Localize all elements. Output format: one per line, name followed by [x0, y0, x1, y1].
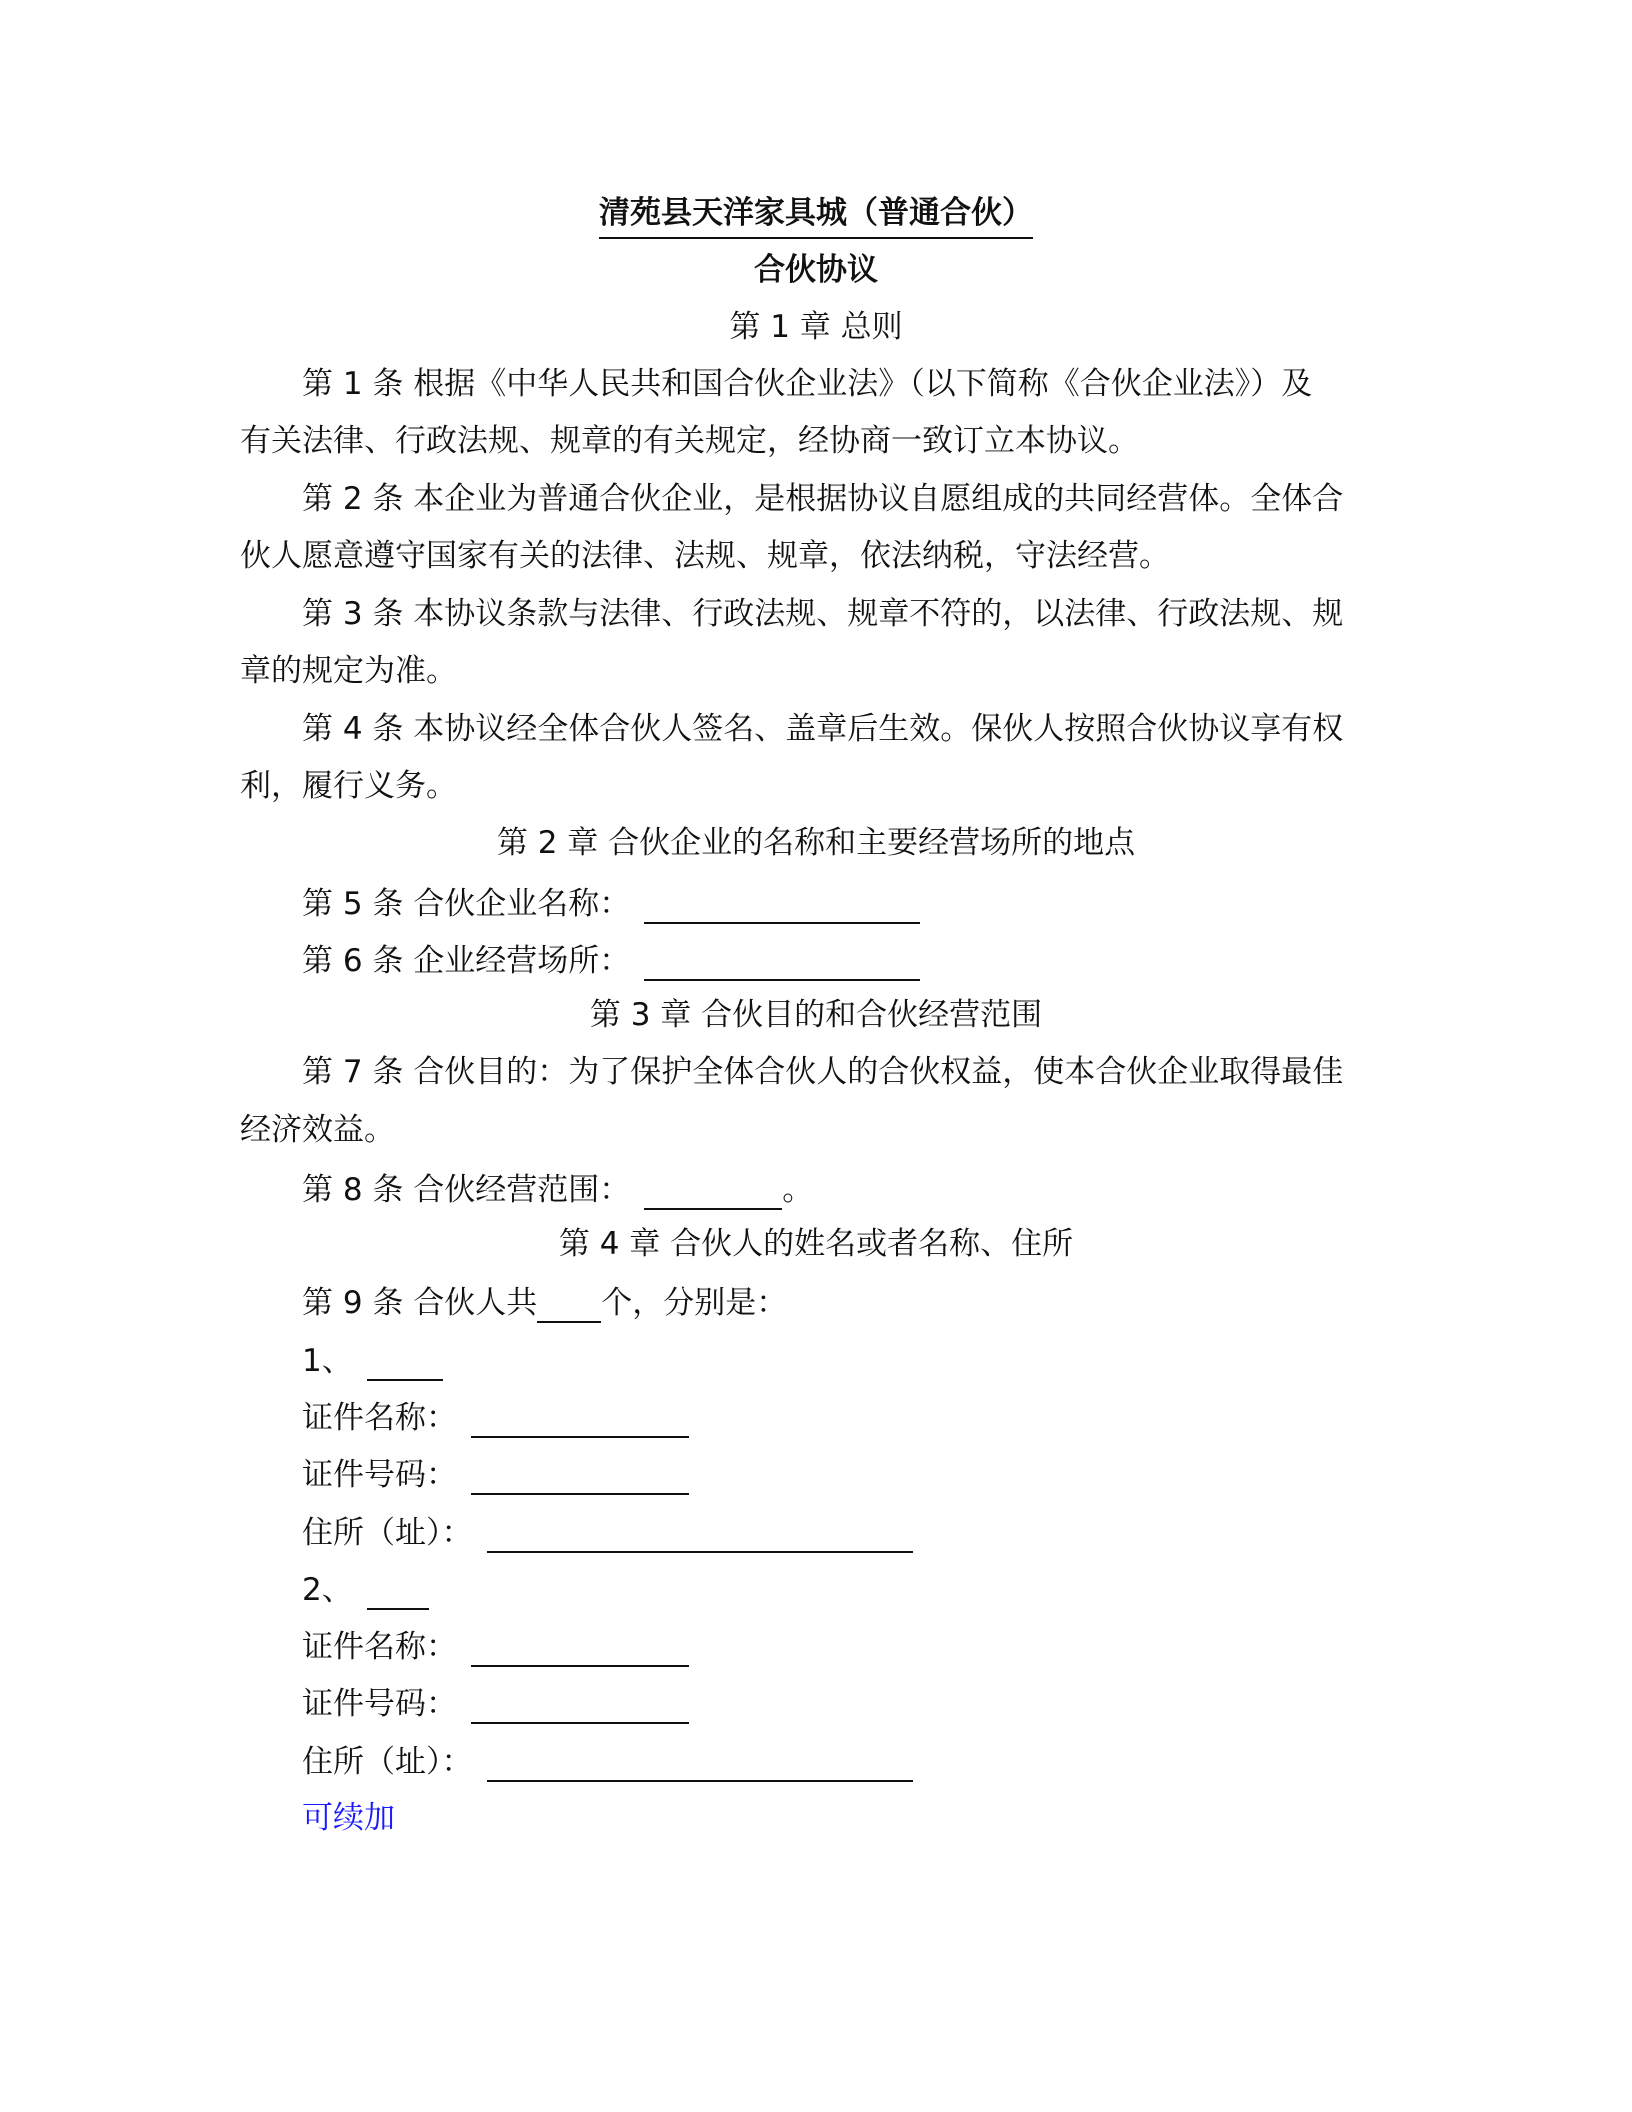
partner-1-number: 1、 — [302, 1343, 353, 1379]
article-7-line-1: 第 7 条 合伙目的：为了保护全体合伙人的合伙权益，使本合伙企业取得最佳 — [302, 1054, 1344, 1090]
chapter-4-heading: 第 4 章 合伙人的姓名或者名称、住所 — [558, 1226, 1074, 1262]
document-subtitle: 合伙协议 — [754, 252, 878, 288]
id-number-label: 证件号码： — [302, 1686, 457, 1722]
article-1-line-1: 第 1 条 根据《中华人民共和国合伙企业法》（以下简称《合伙企业法》）及 — [302, 366, 1313, 402]
article-7-line-2: 经济效益。 — [240, 1112, 395, 1148]
document-title: 清苑县天洋家具城（普通合伙） — [599, 195, 1033, 239]
company-name-blank[interactable] — [644, 888, 920, 924]
partner-1-id-number-row — [302, 1455, 689, 1495]
chapter-1-heading: 第 1 章 总则 — [729, 309, 903, 345]
article-8-end: 。 — [782, 1172, 814, 1208]
article-9-row — [302, 1283, 787, 1323]
id-number-label: 证件号码： — [302, 1457, 457, 1493]
partner-2-address-row — [302, 1742, 913, 1782]
article-1-line-2: 有关法律、行政法规、规章的有关规定，经协商一致订立本协议。 — [240, 423, 1139, 459]
chapter-2-heading: 第 2 章 合伙企业的名称和主要经营场所的地点 — [496, 825, 1136, 861]
partner-1-id-name-row — [302, 1398, 689, 1438]
chapter-3-heading: 第 3 章 合伙目的和合伙经营范围 — [589, 997, 1043, 1033]
partner-1-row — [302, 1341, 443, 1381]
id-name-label: 证件名称： — [302, 1400, 457, 1436]
article-4-line-2: 利，履行义务。 — [240, 768, 457, 804]
partner-2-id-name-blank[interactable] — [471, 1631, 689, 1667]
article-4-line-1: 第 4 条 本协议经全体合伙人签名、盖章后生效。保伙人按照合伙协议享有权 — [302, 711, 1344, 747]
address-label: 住所（址）： — [302, 1515, 473, 1551]
business-place-blank[interactable] — [644, 945, 920, 981]
business-scope-blank[interactable] — [644, 1174, 782, 1210]
article-8-row — [302, 1170, 813, 1210]
article-6-row — [302, 941, 920, 981]
partner-2-id-number-blank[interactable] — [471, 1688, 689, 1724]
article-2-line-2: 伙人愿意遵守国家有关的法律、法规、规章，依法纳税，守法经营。 — [240, 538, 1170, 574]
article-2-line-1: 第 2 条 本企业为普通合伙企业，是根据协议自愿组成的共同经营体。全体合 — [302, 481, 1344, 517]
partner-2-row — [302, 1570, 429, 1610]
id-name-label: 证件名称： — [302, 1629, 457, 1665]
partner-1-address-row — [302, 1513, 913, 1553]
article-5-row — [302, 884, 920, 924]
article-8-label: 第 8 条 合伙经营范围： — [302, 1172, 631, 1208]
address-label: 住所（址）： — [302, 1744, 473, 1780]
add-more-link[interactable]: 可续加 — [302, 1800, 395, 1836]
article-6-label: 第 6 条 企业经营场所： — [302, 943, 631, 979]
partner-2-id-number-row — [302, 1684, 689, 1724]
partner-1-id-name-blank[interactable] — [471, 1402, 689, 1438]
article-5-label: 第 5 条 合伙企业名称： — [302, 886, 631, 922]
partner-1-address-blank[interactable] — [487, 1517, 913, 1553]
article-3-line-2: 章的规定为准。 — [240, 653, 457, 689]
article-3-line-1: 第 3 条 本协议条款与法律、行政法规、规章不符的，以法律、行政法规、规 — [302, 596, 1344, 632]
partner-2-address-blank[interactable] — [487, 1746, 913, 1782]
partner-2-number: 2、 — [302, 1572, 353, 1608]
partner-1-id-number-blank[interactable] — [471, 1459, 689, 1495]
title-row — [0, 193, 1632, 233]
partner-1-name-blank[interactable] — [367, 1345, 443, 1381]
partner-2-name-blank[interactable] — [367, 1574, 429, 1610]
partner-count-blank[interactable] — [537, 1287, 601, 1323]
article-9-prefix: 第 9 条 合伙人共 — [302, 1285, 538, 1321]
partner-2-id-name-row — [302, 1627, 689, 1667]
article-9-suffix: 个，分别是： — [601, 1285, 788, 1321]
